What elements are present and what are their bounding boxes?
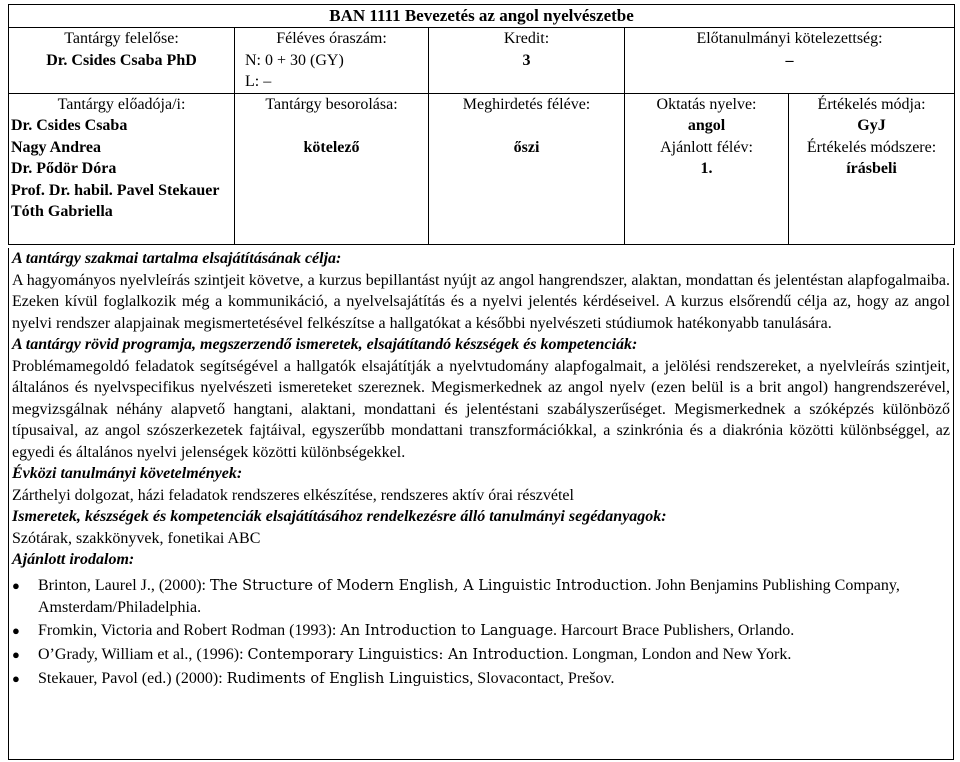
course-title: BAN 1111 Bevezetés az angol nyelvészetbe: [9, 5, 955, 28]
program-text: Problémamegoldó feladatok segítségével a hallgatók elsajátítják a nyelvtudomány alapfogalmait, a jelölési rendszereket, a nyelvleírás szintjeit, általános és nyelvspecifikus nyelvészeti ismereteket szereznek. Megismerkednek az angol nyelv (ezen belül is a brit angol) hangrendszerével, megvizsgálnak néhány alapvető hangtani, alaktani, mondattani és jelentéstani szabályszerűséget. Megismerkednek a szóképzés különböző típusaival, az angol szószerkezetek fajtáival, egyszerűbb mondattani transzformációkkal, a szinkrónia és a diakrónia közötti különbséggel, az egyedi és általános nyelvi jelenségek közötti különbségekkel.: [12, 357, 950, 461]
reference-author: Stekauer, Pavol (ed.) (2000):: [38, 670, 227, 687]
responsible-name: Dr. Csides Csaba PhD: [46, 51, 197, 69]
prereq-cell: [625, 28, 955, 94]
lecturer-item: Dr. Csides Csaba: [11, 117, 128, 134]
bullet-icon: ●: [12, 577, 20, 593]
reference-list: [12, 575, 950, 691]
reference-publisher: . Longman, London and New York.: [564, 646, 792, 663]
recommended-label: Ajánlott félév:: [660, 138, 753, 156]
reading-title: Ajánlott irodalom:: [12, 551, 135, 568]
reference-author: O’Grady, William et al., (1996):: [38, 646, 248, 663]
eval-mode-value: GyJ: [857, 117, 886, 134]
prereq-label: Előtanulmányi kötelezettség:: [696, 30, 883, 47]
responsible-cell: [9, 28, 235, 94]
responsible-label: Tantárgy felelőse:: [64, 30, 179, 47]
lecturer-item: Tóth Gabriella: [11, 203, 113, 220]
materials-title: Ismeretek, készségek és kompetenciák elsajátításához rendelkezésre álló tanulmányi segédanyagok:: [12, 508, 667, 525]
language-cell: [625, 93, 789, 244]
type-label: Tantárgy besorolása:: [265, 95, 398, 113]
requirements-text: Zárthelyi dolgozat, házi feladatok rendszeres elkészítése, rendszeres aktív órai részvétel: [12, 486, 574, 504]
semester-cell: [429, 93, 625, 244]
reference-author: Brinton, Laurel J., (2000):: [38, 576, 210, 594]
lecturer-item: Prof. Dr. habil. Pavel Stekauer: [11, 181, 220, 199]
credit-label: Kredit:: [503, 30, 550, 47]
bullet-icon: ●: [12, 671, 20, 686]
eval-mode-label: Értékelés módja:: [817, 95, 926, 113]
reference-item: [12, 575, 950, 619]
language-label: Oktatás nyelve:: [656, 95, 757, 113]
reference-item: [12, 668, 950, 691]
hours-l: L: –: [245, 73, 272, 90]
reference-item: [12, 620, 950, 643]
reference-title: The Structure of Modern English, A Linguistic Introduction: [209, 577, 648, 594]
evaluation-cell: [789, 93, 955, 244]
lecturer-item: Nagy Andrea: [11, 138, 101, 156]
course-body: [8, 248, 954, 760]
credit-cell: [429, 28, 625, 94]
bullet-icon: ●: [12, 647, 20, 662]
goal-text: A hagyományos nyelvleírás szintjeit követve, a kurzus bepillantást nyújt az angol hangrendszer, alaktan, mondattan és jelentéstan alapfogalmaiba. Ezeken kívül foglalkozik még a kommunikáció, a nyelvelsajátítás és a nyelvi jelentés kérdéseivel. A kurzus elsőrendű célja az, hogy az angol nyelvi rendszer alapjainak megismertetésével felkészítse a hallgatókat a későbbi nyelvészeti stúdiumok hatékonyabb tanulására.: [12, 271, 950, 332]
program-title: A tantárgy rövid programja, megszerzendő ismeretek, elsajátítandó készségek és kompetenciák:: [12, 336, 638, 353]
requirements-title: Évközi tanulmányi követelmények:: [12, 465, 243, 482]
bullet-icon: ●: [12, 623, 20, 638]
semester-label: Meghirdetés féléve:: [462, 95, 591, 113]
recommended-value: 1.: [700, 160, 713, 177]
lecturers-label: Tantárgy előadója/i:: [57, 95, 186, 113]
prereq-value: –: [785, 51, 794, 69]
type-cell: [235, 93, 429, 244]
reference-title: An Introduction to Language: [340, 623, 554, 639]
credit-value: 3: [522, 51, 531, 69]
language-value: angol: [687, 117, 726, 134]
eval-method-label: Értékelés módszere:: [806, 138, 937, 156]
eval-method-value: írásbeli: [846, 160, 897, 177]
reference-title: Contemporary Linguistics: An Introduction: [247, 647, 565, 663]
course-header-table: [8, 4, 955, 245]
materials-text: Szótárak, szakkönyvek, fonetikai ABC: [12, 529, 261, 547]
reference-publisher: . Harcourt Brace Publishers, Orlando.: [553, 622, 795, 639]
reference-publisher: . John Benjamins Publishing Company, Amsterdam/Philadelphia.: [38, 576, 900, 616]
lecturers-cell: [9, 93, 235, 244]
hours-label: Féléves óraszám:: [276, 30, 387, 47]
hours-prefix: N:: [245, 51, 265, 69]
lecturer-item: Dr. Pődör Dóra: [11, 160, 117, 177]
goal-title: A tantárgy szakmai tartalma elsajátításának célja:: [12, 250, 342, 267]
hours-value: 0 + 30 (GY): [265, 51, 344, 69]
reference-title: Rudiments of English Linguistics: [226, 671, 470, 687]
hours-cell: [235, 28, 429, 94]
reference-item: [12, 644, 950, 667]
semester-value: őszi: [513, 138, 540, 156]
reference-author: Fromkin, Victoria and Robert Rodman (1993):: [38, 622, 341, 639]
type-value: kötelező: [303, 138, 360, 156]
reference-publisher: , Slovacontact, Prešov.: [469, 670, 615, 687]
